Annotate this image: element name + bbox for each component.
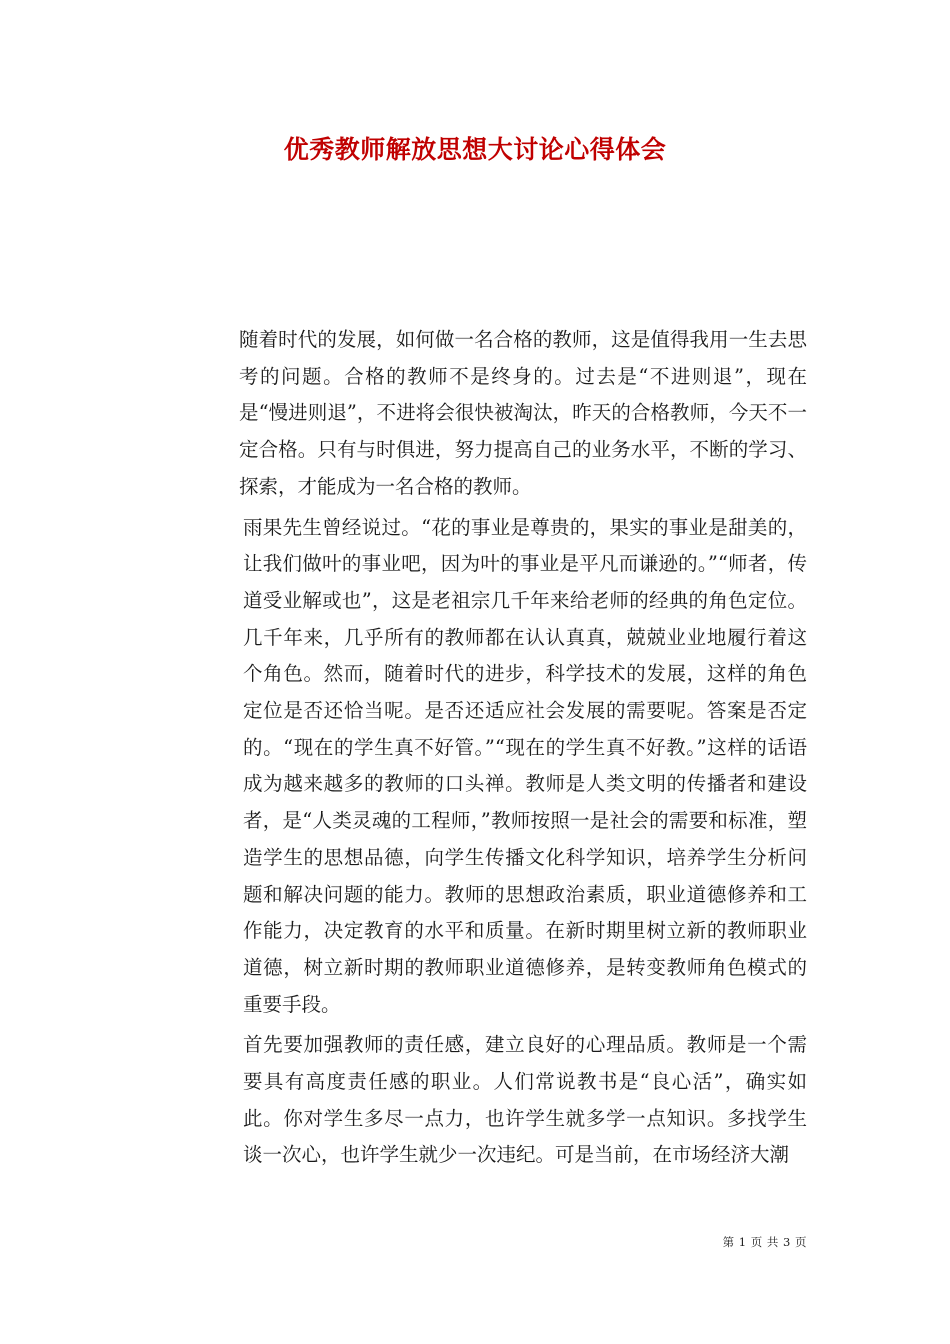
- page-number: 第 1 页 共 3 页: [722, 1235, 807, 1249]
- paragraph-3: 首先要加强教师的责任感，建立良好的心理品质。教师是一个需要具有高度责任感的职业。人们常说教书是“良心活”，确实如此。你对学生多尽一点力，也许学生就多学一点知识。多找学生谈一次心，也许学生就少一次违纪。可是当前，在市场经济大潮: [243, 1033, 807, 1167]
- document-title: 优秀教师解放思想大讨论心得体会: [283, 135, 667, 164]
- paragraph-2: 雨果先生曾经说过。“花的事业是尊贵的，果实的事业是甜美的，让我们做叶的事业吧，因为叶的事业是平凡而谦逊的。”“师者，传道受业解或也”，这是老祖宗几千年来给老师的经典的角色定位。几千年来，几乎所有的教师都在认认真真，兢兢业业地履行着这个角色。然而，随着时代的进步，科学技术的发展，这样的角色定位是否还恰当呢。是否还适应社会发展的需要呢。答案是否定的。“现在的学生真不好管。”“现在的学生真不好教。”这样的话语成为越来越多的教师的口头禅。教师是人类文明的传播者和建设者，是“人类灵魂的工程师，”教师按照一是社会的需要和标准，塑造学生的思想品德，向学生传播文化科学知识，培养学生分析问题和解决问题的能力。教师的思想政治素质，职业道德修养和工作能力，决定教育的水平和质量。在新时期里树立新的教师职业道德，树立新时期的教师职业道德修养，是转变教师角色模式的重要手段。: [243, 515, 807, 1016]
- document-body: [145, 322, 807, 1174]
- paragraph-1: 随着时代的发展，如何做一名合格的教师，这是值得我用一生去思考的问题。合格的教师不是终身的。过去是“不进则退”，现在是“慢进则退”，不进将会很快被淘汰，昨天的合格教师，今天不一定合格。只有与时俱进，努力提高自己的业务水平，不断的学习、探索，才能成为一名合格的教师。: [239, 328, 807, 498]
